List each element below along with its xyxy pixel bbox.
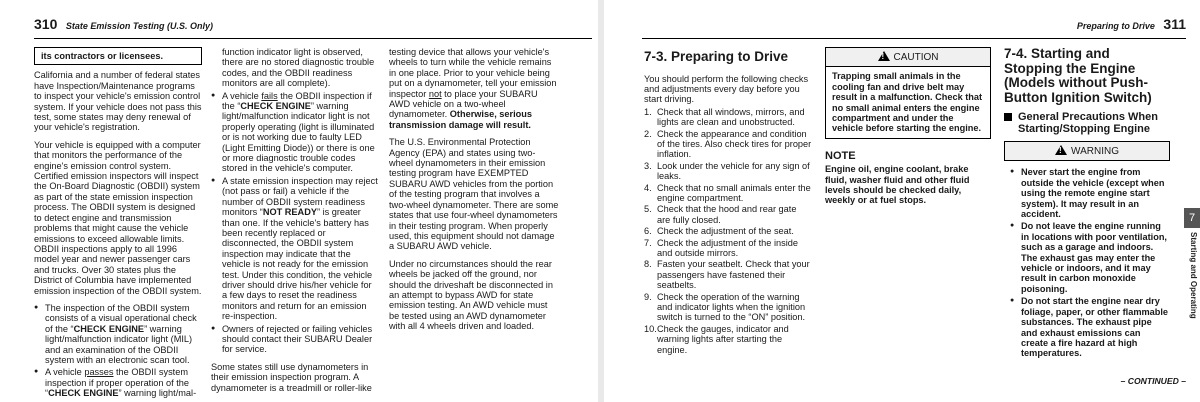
checklist [644, 107, 812, 355]
checklist-item: 6. Check the adjustment of the seat. [644, 226, 794, 237]
right-header [1077, 16, 1186, 38]
warning-item: ● Do not start the engine near dry foliage, paper, or other flammable substances. The exhaust pipe and exhaust emissions can create a fire hazard at high temperatures. [1010, 296, 1170, 358]
section-title: 7-4. Starting and Stopping the Engine (Models without Push-Button Ignition Switch) [1004, 46, 1152, 105]
checklist-item: 2. Check the appearance and condition of the tires. Also check tires for proper inflation. [644, 128, 812, 160]
chapter-label: Starting and Operating [1189, 232, 1198, 319]
section-title: 7-3. Preparing to Drive [644, 49, 789, 64]
checklist-item: 9. Check the operation of the warning and indicator lights when the ignition switch is turned to the “ON” position. [644, 291, 806, 323]
right-page-number: 311 [1163, 16, 1186, 32]
left-page-number: 310 [34, 16, 58, 32]
list-item: ● A state emission inspection may reject (not pass or fail) a vehicle if the number of OBDII system readiness monitors “NOT READY” is greater than one. If the vehicle's battery has been recently replaced or disconnected, the OBDII system inspection may indicate that the vehicle is not ready for the emission test. Under this condition, the vehicle driver should drive his/her vehicle for a few days to reset the readiness monitors and return for an emission re-inspection. [211, 176, 379, 322]
left-header-title: State Emission Testing (U.S. Only) [65, 21, 214, 31]
warning-header: ! WARNING [1004, 141, 1170, 161]
checklist-item: 4. Check that no small animals enter the engine compartment. [644, 182, 811, 203]
list-item: ● A vehicle passes the OBDII system inspection if proper operation of the “CHECK ENGINE” warning light/mal- [34, 367, 202, 398]
right-column-2 [825, 47, 991, 206]
warning-list [1004, 167, 1170, 358]
bullet-list [211, 91, 379, 355]
warning-item: ● Never start the engine from outside the vehicle (except when using the remote engine start system). It may result in an accident. [1010, 167, 1170, 219]
list-item: ● Owners of rejected or failing vehicles should contact their SUBARU Dealer for service. [211, 324, 379, 355]
warning-triangle-icon: ! [878, 51, 890, 61]
square-bullet-icon [1004, 113, 1012, 121]
paragraph: Your vehicle is equipped with a computer that monitors the performance of the engine's emission control system. Certified emission inspectors will inspect the On-Board Diagnostic (OBDII) system as part of the state emission inspection process. The OBDII system is designed to detect engine and transmission problems that might cause the vehicle emissions to exceed allowable limits. OBDII inspections apply to all 1996 model year and newer passenger cars and trucks. Over 30 states plus the District of Columbia have implemented emission inspection of the OBDII system. [34, 139, 202, 296]
caution-text: Trapping small animals in the cooling fan and drive belt may result in a malfunction. Check that no small animal enters the engine compartment and under the vehicle before starting the engine. [832, 71, 983, 134]
left-column-1 [34, 47, 202, 401]
left-column-3 [389, 47, 559, 339]
paragraph: function indicator light is observed, there are no stored diagnostic trouble codes, and the OBDII readiness monitors are all complete). [222, 47, 375, 89]
right-header-title: Preparing to Drive [1076, 21, 1155, 31]
note-label: NOTE [825, 149, 856, 162]
paragraph: California and a number of federal states have Inspection/Maintenance programs to inspect your vehicle's emission control system. If your vehicle does not pass this test, some states may deny renewal of your vehicle's registration. [34, 70, 202, 133]
caution-header: ! CAUTION [826, 48, 990, 67]
continued-heading-box: its contractors or licensees. [34, 47, 202, 65]
checklist-item: 5. Check that the hood and rear gate are fully closed. [644, 204, 797, 225]
paragraph: Under no circumstances should the rear wheels be jacked off the ground, nor should the driveshaft be disconnected in an attempt to bypass AWD for state emission testing. An AWD vehicle must be tested using an AWD dynamometer with all 4 wheels driven and loaded. [389, 258, 553, 332]
note-text: Engine oil, engine coolant, brake fluid, washer fluid and other fluid levels should be checked daily, weekly or at fuel stops. [825, 164, 970, 206]
bullet-list [34, 303, 202, 399]
left-header-rule [34, 38, 592, 39]
paragraph: Some states still use dynamometers in their emission inspection program. A dynamometer is a treadmill or roller-like [211, 361, 372, 393]
continued-label: – CONTINUED – [1120, 376, 1186, 386]
subheading: General Precautions When Starting/Stopping Engine [1004, 111, 1170, 135]
right-page [604, 0, 1200, 402]
list-item: ● The inspection of the OBDII system consists of a visual operational check of the “CHECK ENGINE” warning light/malfunction indicator light (MIL) and an examination of the OBDII system with an electronic scan tool. [34, 303, 202, 365]
checklist-item: 1. Check that all windows, mirrors, and lights are clean and unobstructed. [644, 106, 805, 128]
warning-triangle-icon: ! [1055, 145, 1067, 155]
left-column-2 [211, 47, 379, 400]
right-column-3 [1004, 47, 1170, 361]
caution-box [825, 47, 991, 139]
paragraph: You should perform the following checks and adjustments every day before you start driving. [644, 73, 809, 105]
chapter-tab: 7 [1184, 208, 1200, 228]
right-column-1 [644, 50, 812, 356]
checklist-item: 7. Check the adjustment of the inside and outside mirrors. [644, 237, 798, 258]
left-header [34, 16, 213, 38]
right-header-rule [642, 38, 1186, 39]
paragraph: The U.S. Environmental Protection Agency (EPA) and states using two-wheel dynamometers in their emission testing program have EXEMPTED SUBARU AWD vehicles from the portion of the testing program that involves a two-wheel dynamometer. There are some states that use four-wheel dynamometers in their testing program. When properly used, this equipment should not damage a SUBARU AWD vehicle. [389, 137, 559, 252]
checklist-item: 10. Check the gauges, indicator and warning lights after starting the engine. [644, 323, 789, 355]
left-page [0, 0, 598, 402]
checklist-item: 8. Fasten your seatbelt. Check that your passengers have fastened their seatbelts. [644, 259, 810, 291]
list-item: ● A vehicle fails the OBDII inspection if the “CHECK ENGINE” warning light/malfunction indicator light is not properly operating (light is illuminated or is not working due to faulty LED (Light Emitting Diode)) or there is one or more diagnostic trouble codes stored in the vehicle's computer. [211, 91, 379, 174]
paragraph: testing device that allows your vehicle's wheels to turn while the vehicle remains in one place. Prior to your vehicle being put on a dynamometer, tell your emission inspector not to place your SUBARU AWD vehicle on a two-wheel dynamometer. Otherwise, serious transmission damage will result. [389, 47, 557, 130]
warning-item: ● Do not leave the engine running in locations with poor ventilation, such as a garage and indoors. The exhaust gas may enter the vehicle or indoors, and it may result in carbon monoxide poisoning. [1010, 221, 1170, 294]
checklist-item: 3. Look under the vehicle for any sign of leaks. [644, 160, 810, 182]
